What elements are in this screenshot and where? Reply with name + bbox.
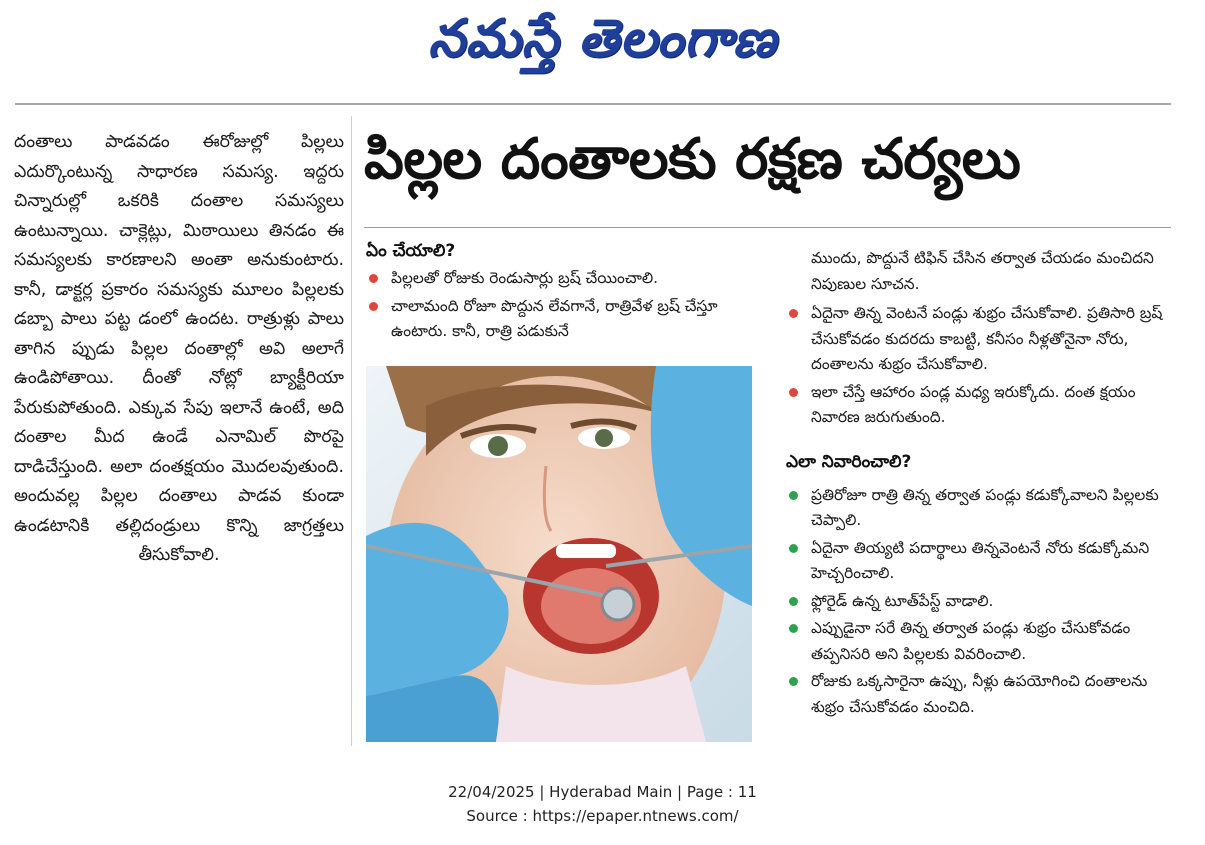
what-to-do-list: [366, 266, 756, 345]
list-item: ఇలా చేస్తే ఆహారం పండ్ల మధ్య ఇరుక్కోదు. దంత క్షయం నివారణ జరుగుతుంది.: [786, 380, 1174, 431]
article-headline: పిల్లల దంతాలకు రక్షణ చర్యలు: [364, 127, 1021, 192]
column-divider: [351, 116, 352, 746]
prevention-list: [786, 483, 1174, 721]
bullet-icon: [369, 302, 378, 311]
bullet-icon: [789, 491, 798, 500]
bullet-icon: [789, 544, 798, 553]
bullet-icon: [369, 274, 378, 283]
list-item: చాలామంది రోజూ పొద్దున లేవగానే, రాత్రివేళ బ్రష్ చేస్తూ ఉంటారు. కానీ, రాత్రి పడుకునే: [366, 294, 756, 345]
top-divider: [15, 103, 1171, 105]
bullet-icon: [789, 677, 798, 686]
what-to-do-heading: ఏం చేయాలి?: [366, 241, 456, 261]
masthead-logo: [330, 0, 875, 78]
list-item: ప్రతిరోజూ రాత్రి తిన్న తర్వాత పండ్లు కడుక్కోవాలని పిల్లలకు చెప్పాలి.: [786, 483, 1174, 534]
list-item: రోజుకు ఒక్కసారైనా ఉప్పు, నీళ్లు ఉపయోగించి దంతాలను శుభ్రం చేసుకోవడం మంచిది.: [786, 669, 1174, 720]
prevention-heading: ఎలా నివారించాలి?: [786, 451, 912, 472]
list-item: ఏదైనా తిన్న వెంటనే పండ్లు శుభ్రం చేసుకోవాలి. ప్రతిసారి బ్రష్ చేసుకోవడం కుదరదు కాబట్టి, కనీసం నీళ్లతోనైనా నోరు, దంతాలను శుభ్రం చేసుకోవాలి.: [786, 301, 1174, 378]
what-to-do-more-list: [786, 301, 1174, 431]
list-item: ఏదైనా తియ్యటి పదార్థాలు తిన్నవెంటనే నోరు కడుక్కోమని హెచ్చరించాలి.: [786, 536, 1174, 587]
right-column: [786, 246, 1174, 722]
source-link[interactable]: Source : https://epaper.ntnews.com/: [466, 807, 739, 825]
list-item: పిల్లలతో రోజుకు రెండుసార్లు బ్రష్ చేయించాలి.: [366, 266, 756, 292]
page-footer: [0, 780, 1205, 828]
edition-info: 22/04/2025 | Hyderabad Main | Page : 11: [448, 783, 757, 801]
dental-checkup-photo: [366, 366, 752, 742]
what-to-do-continuation: ముందు, పొద్దునే టిఫిన్ చేసిన తర్వాత చేయడం మంచిదని నిపుణుల సూచన.: [811, 249, 1154, 293]
bullet-icon: [789, 388, 798, 397]
masthead-title: నమస్తే తెలంగాణ: [428, 9, 777, 69]
headline-divider: [364, 227, 1171, 228]
bullet-icon: [789, 624, 798, 633]
bullet-icon: [789, 597, 798, 606]
list-item: ఎప్పుడైనా సరే తిన్న తర్వాత పండ్లు శుభ్రం చేసుకోవడం తప్పనిసరి అని పిల్లలకు వివరించాలి.: [786, 616, 1174, 667]
what-to-do-section: [366, 236, 756, 347]
bullet-icon: [789, 309, 798, 318]
list-item: ఫ్లోరైడ్ ఉన్న టూత్‌పేస్ట్ వాడాలి.: [786, 589, 1174, 615]
intro-column: దంతాలు పాడవడం ఈరోజుల్లో పిల్లలు ఎదుర్కొంటున్న సాధారణ సమస్య. ఇద్దరు చిన్నారుల్లో ఒకరికి దంతాల సమస్యలు ఉంటున్నాయి. చాక్లెట్లు, మిఠాయిలు తినడం ఈ సమస్యలకు కారణాలని అంతా అనుకుంటారు. కానీ, డాక్టర్ల ప్రకారం సమస్యకు మూలం పిల్లలకు డబ్బా పాలు పట్ట డంలో ఉందట. రాత్రుళ్లు పాలు తాగిన ప్పుడు పిల్లల దంతాల్లో అవి అలాగే ఉండిపోతాయి. దీంతో నోట్లో బ్యాక్టీరియా పేరుకుపోతుంది. ఎక్కువ సేపు ఇలానే ఉంటే, అది దంతాల మీద ఉండే ఎనామిల్ పొరపై దాడిచేస్తుంది. అలా దంతక్షయం మొదలవుతుంది. అందువల్ల పిల్లల దంతాలు పాడవ కుండా ఉండటానికి తల్లిదండ్రులు కొన్ని జాగ్రత్తలు తీసుకోవాలి.: [14, 132, 344, 565]
